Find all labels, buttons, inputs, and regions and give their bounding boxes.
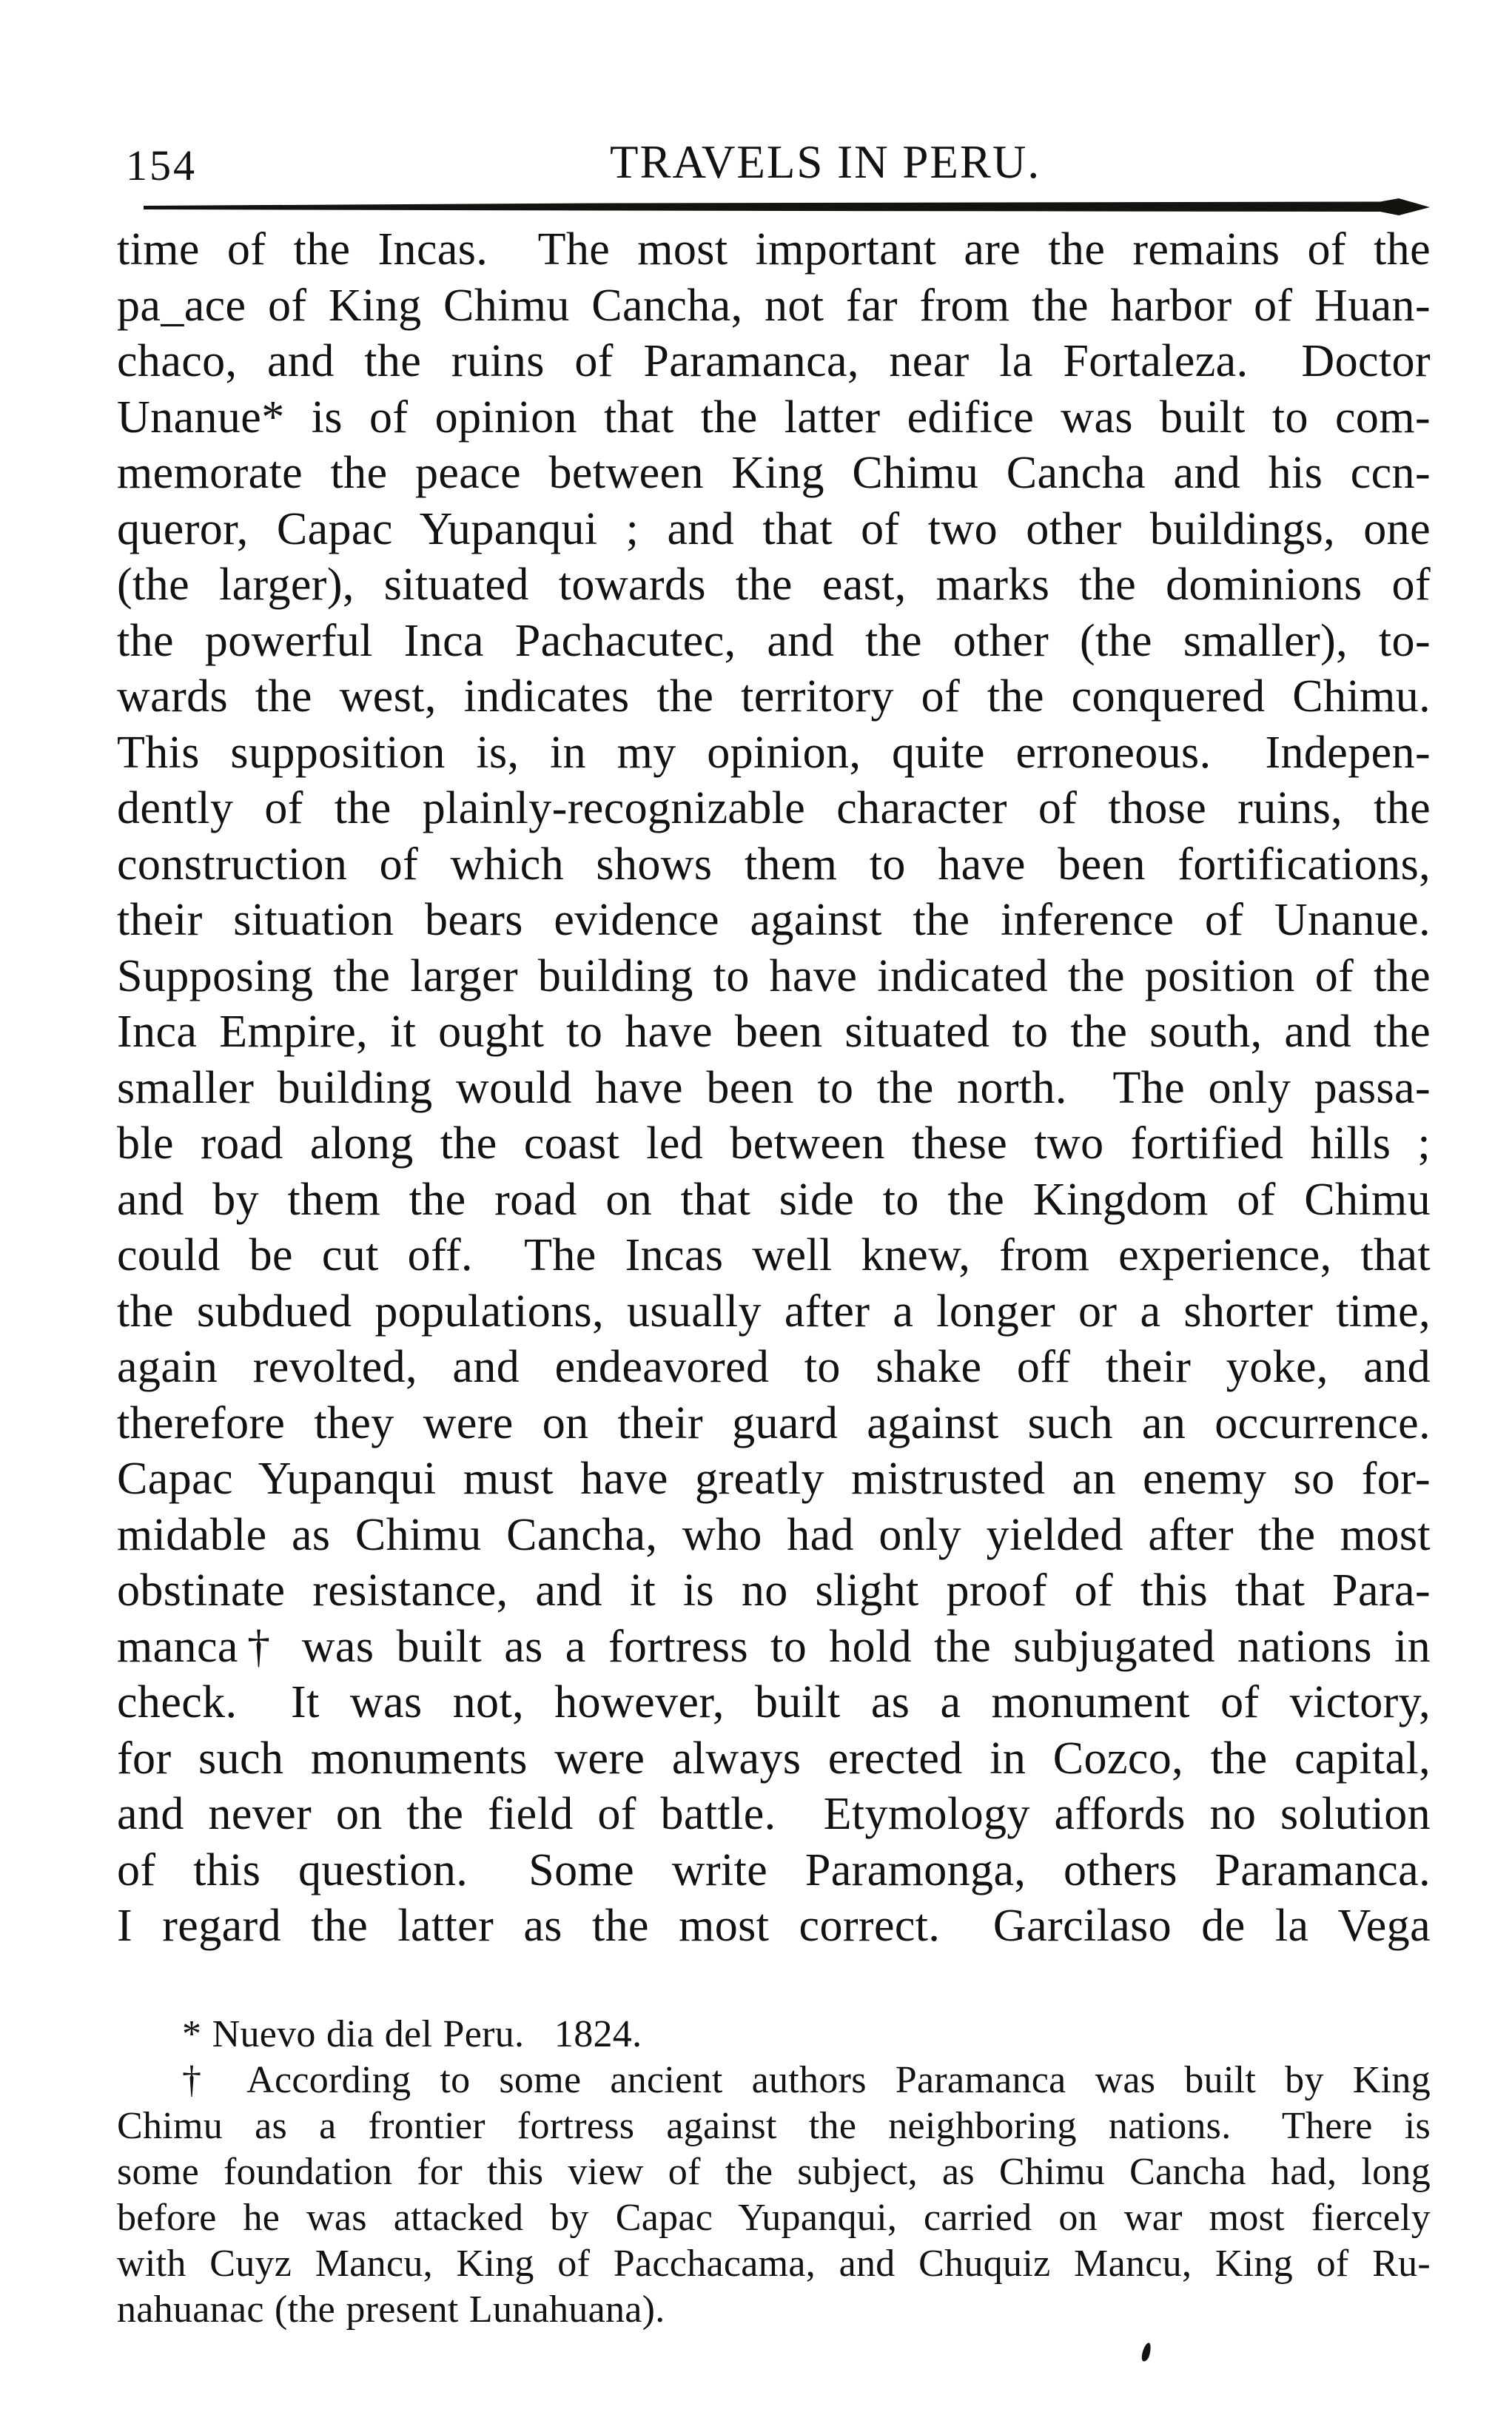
text-line: memorate the peace between King Chimu Cancha and his ccn-	[117, 448, 1431, 498]
text-line: check. It was not, however, built as a monument of victory,	[117, 1677, 1431, 1727]
text-line: This supposition is, in my opinion, quite erroneous. Indepen-	[117, 727, 1431, 778]
header-rule	[141, 195, 1436, 219]
text-line: construction of which shows them to have been fortifications,	[117, 839, 1431, 890]
text-line: therefore they were on their guard against such an occurrence.	[117, 1397, 1431, 1448]
text-line: Chimu as a frontier fortress against the neighboring nations. There is	[117, 2105, 1431, 2147]
text-line: again revolted, and endeavored to shake off their yoke, and	[117, 1342, 1431, 1392]
text-line: of this question. Some write Paramonga, others Paramanca.	[117, 1844, 1431, 1895]
text-line: obstinate resistance, and it is no slight proof of this that Para-	[117, 1565, 1431, 1616]
text-line: Supposing the larger building to have indicated the position of the	[117, 950, 1431, 1001]
footnote-star	[117, 2012, 1431, 2058]
ink-blot	[1140, 2342, 1152, 2362]
text-line: with Cuyz Mancu, King of Pacchacama, and Chuquiz Mancu, King of Ru-	[117, 2243, 1431, 2285]
text-line: some foundation for this view of the subject, as Chimu Cancha had, long	[117, 2151, 1431, 2193]
text-line: I regard the latter as the most correct. Garcilaso de la Vega	[117, 1901, 1431, 1951]
text-line: Capac Yupanqui must have greatly mistrusted an enemy so for-	[117, 1454, 1431, 1504]
text-line: chaco, and the ruins of Paramanca, near la Fortaleza. Doctor	[117, 336, 1431, 386]
text-line: midable as Chimu Cancha, who had only yielded after the most	[117, 1509, 1431, 1560]
text-line: (the larger), situated towards the east, marks the dominions of	[117, 560, 1431, 610]
text-line: pa_ace of King Chimu Cancha, not far from the harbor of Huan-	[117, 280, 1431, 331]
text-line: before he was attacked by Capac Yupanqui, carried on war most fiercely	[117, 2197, 1431, 2239]
text-line: dently of the plainly-recognizable character of those ruins, the	[117, 783, 1431, 833]
text-line: ble road along the coast led between these two fortified hills ;	[117, 1118, 1431, 1169]
text-line: their situation bears evidence against the inference of Unanue.	[117, 895, 1431, 945]
text-line: and by them the road on that side to the Kingdom of Chimu	[117, 1174, 1431, 1225]
text-line: and never on the field of battle. Etymology affords no solution	[117, 1789, 1431, 1839]
text-line: manca† was built as a fortress to hold the subjugated nations in	[117, 1621, 1431, 1672]
text-line: the powerful Inca Pachacutec, and the other (the smaller), to-	[117, 615, 1431, 666]
text-line: time of the Incas. The most important are the remains of the	[117, 224, 1431, 275]
text-line: smaller building would have been to the north. The only passa-	[117, 1062, 1431, 1113]
text-line: for such monuments were always erected in Cozco, the capital,	[117, 1733, 1431, 1784]
text-line: Unanue* is of opinion that the latter edifice was built to com-	[117, 392, 1431, 443]
text-line: queror, Capac Yupanqui ; and that of two other buildings, one	[117, 503, 1431, 554]
text-line: nahuanac (the present Lunahuana).	[117, 2288, 665, 2331]
text-line: * Nuevo dia del Peru. 1824.	[182, 2013, 642, 2055]
footnote-dagger	[117, 2058, 1431, 2333]
body-paragraph	[117, 222, 1431, 1955]
text-line: † According to some ancient authors Paramanca was built by King	[182, 2059, 1431, 2101]
page-number: 154	[126, 141, 197, 189]
text-line: could be cut off. The Incas well knew, from experience, that	[117, 1230, 1431, 1280]
text-line: wards the west, indicates the territory of the conquered Chimu.	[117, 671, 1431, 722]
text-line: Inca Empire, it ought to have been situated to the south, and the	[117, 1007, 1431, 1057]
text-line: the subdued populations, usually after a longer or a shorter time,	[117, 1286, 1431, 1337]
running-title: TRAVELS IN PERU.	[610, 136, 1041, 188]
